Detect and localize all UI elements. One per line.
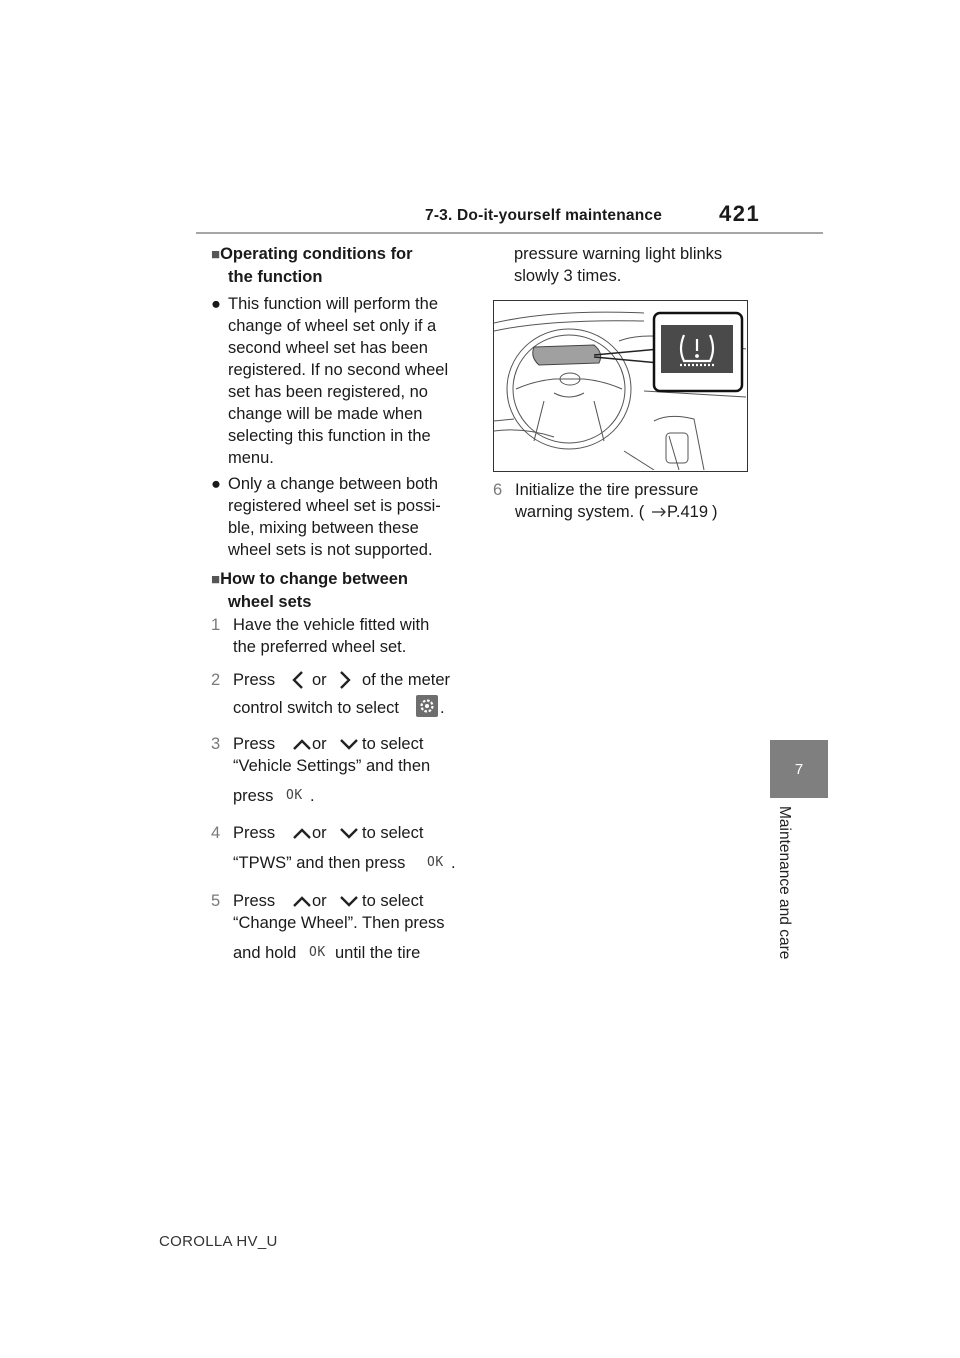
step-number: 1 <box>211 616 221 634</box>
step-text: ) <box>712 503 718 521</box>
chevron-down-icon <box>338 824 360 842</box>
step-text: “Change Wheel”. Then press <box>233 914 445 932</box>
header-rule <box>196 232 823 234</box>
step-text: or <box>312 892 327 910</box>
page-number: 421 <box>719 201 761 226</box>
right-arrow-icon <box>651 506 667 518</box>
line: selecting this function in the <box>228 427 431 445</box>
gear-icon <box>416 695 438 717</box>
line: set has been registered, no <box>228 383 428 401</box>
dashboard-illustration <box>493 300 748 472</box>
step-text: control switch to select <box>233 699 399 717</box>
step-text: Press <box>233 824 276 842</box>
line: menu. <box>228 449 274 467</box>
step-text: Press <box>233 735 276 753</box>
line: ble, mixing between these <box>228 519 419 537</box>
step-text: warning system. ( <box>515 503 645 521</box>
step-number: 5 <box>211 892 221 910</box>
step-text: Initialize the tire pressure <box>515 481 699 499</box>
chapter-tab <box>770 740 828 798</box>
line: second wheel set has been <box>228 339 428 357</box>
step-number: 4 <box>211 824 221 842</box>
line: change will be made when <box>228 405 423 423</box>
step-text: Have the vehicle fitted with <box>233 616 430 634</box>
step-text: . <box>451 854 456 872</box>
step-text: and hold <box>233 944 297 962</box>
page-reference-link[interactable]: P.419 <box>667 503 708 521</box>
step-text: or <box>312 671 327 689</box>
step-1 <box>211 614 430 656</box>
step-3 <box>211 733 431 805</box>
step-text: Press <box>233 671 276 689</box>
step-text: the preferred wheel set. <box>233 638 407 656</box>
step-text: to select <box>362 735 424 753</box>
step-text: slowly 3 times. <box>514 267 622 285</box>
step-5 <box>211 890 445 962</box>
step-text: . <box>440 699 445 717</box>
chevron-right-icon <box>338 669 352 691</box>
round-bullet: ● <box>211 295 221 313</box>
chapter-title: Maintenance and care <box>776 806 793 960</box>
heading-text: How to change between <box>220 570 408 588</box>
chevron-left-icon <box>291 669 305 691</box>
chapter-label <box>771 806 801 981</box>
bullet-1 <box>211 293 488 469</box>
step-text: or <box>312 824 327 842</box>
bullet-2 <box>211 473 488 561</box>
ok-button-symbol: OK <box>286 788 303 803</box>
step-text: “TPWS” and then press <box>233 854 406 872</box>
heading-text: the function <box>228 268 323 286</box>
step-text: press <box>233 787 274 805</box>
chevron-up-icon <box>291 735 313 753</box>
square-bullet: ■ <box>211 246 221 263</box>
step-text: “Vehicle Settings” and then <box>233 757 431 775</box>
step-text: to select <box>362 892 424 910</box>
step-5-continued <box>514 243 722 287</box>
step-text: pressure warning light blinks <box>514 245 723 263</box>
heading-text: wheel sets <box>228 593 312 611</box>
chevron-up-icon <box>291 892 313 910</box>
heading-change-wheel-sets <box>211 568 408 613</box>
round-bullet: ● <box>211 475 221 493</box>
square-bullet: ■ <box>211 571 221 588</box>
ok-button-symbol: OK <box>309 945 326 960</box>
chevron-up-icon <box>291 824 313 842</box>
step-number: 3 <box>211 735 221 753</box>
chevron-down-icon <box>338 892 360 910</box>
chapter-number: 7 <box>794 760 804 778</box>
step-text: of the meter <box>362 671 451 689</box>
heading-operating-conditions <box>211 243 413 288</box>
footer-model: COROLLA HV_U <box>159 1233 278 1250</box>
step-text: Press <box>233 892 276 910</box>
heading-text: Operating conditions for <box>220 245 413 263</box>
step-number: 6 <box>493 481 503 499</box>
chevron-down-icon <box>338 735 360 753</box>
line: Only a change between both <box>228 475 439 493</box>
step-text: . <box>310 787 315 805</box>
step-4 <box>211 822 456 872</box>
line: registered. If no second wheel <box>228 361 449 379</box>
line: This function will perform the <box>228 295 438 313</box>
section-title: 7-3. Do-it-yourself maintenance <box>425 207 663 224</box>
step-2 <box>211 669 451 717</box>
step-text: to select <box>362 824 424 842</box>
step-number: 2 <box>211 671 221 689</box>
ok-button-symbol: OK <box>427 855 444 870</box>
step-text: or <box>312 735 327 753</box>
line: registered wheel set is possi- <box>228 497 441 515</box>
steering-wheel-dashboard-drawing <box>494 301 746 470</box>
line: change of wheel set only if a <box>228 317 437 335</box>
step-6 <box>493 479 718 521</box>
step-text: until the tire <box>335 944 421 962</box>
line: wheel sets is not supported. <box>228 541 433 559</box>
